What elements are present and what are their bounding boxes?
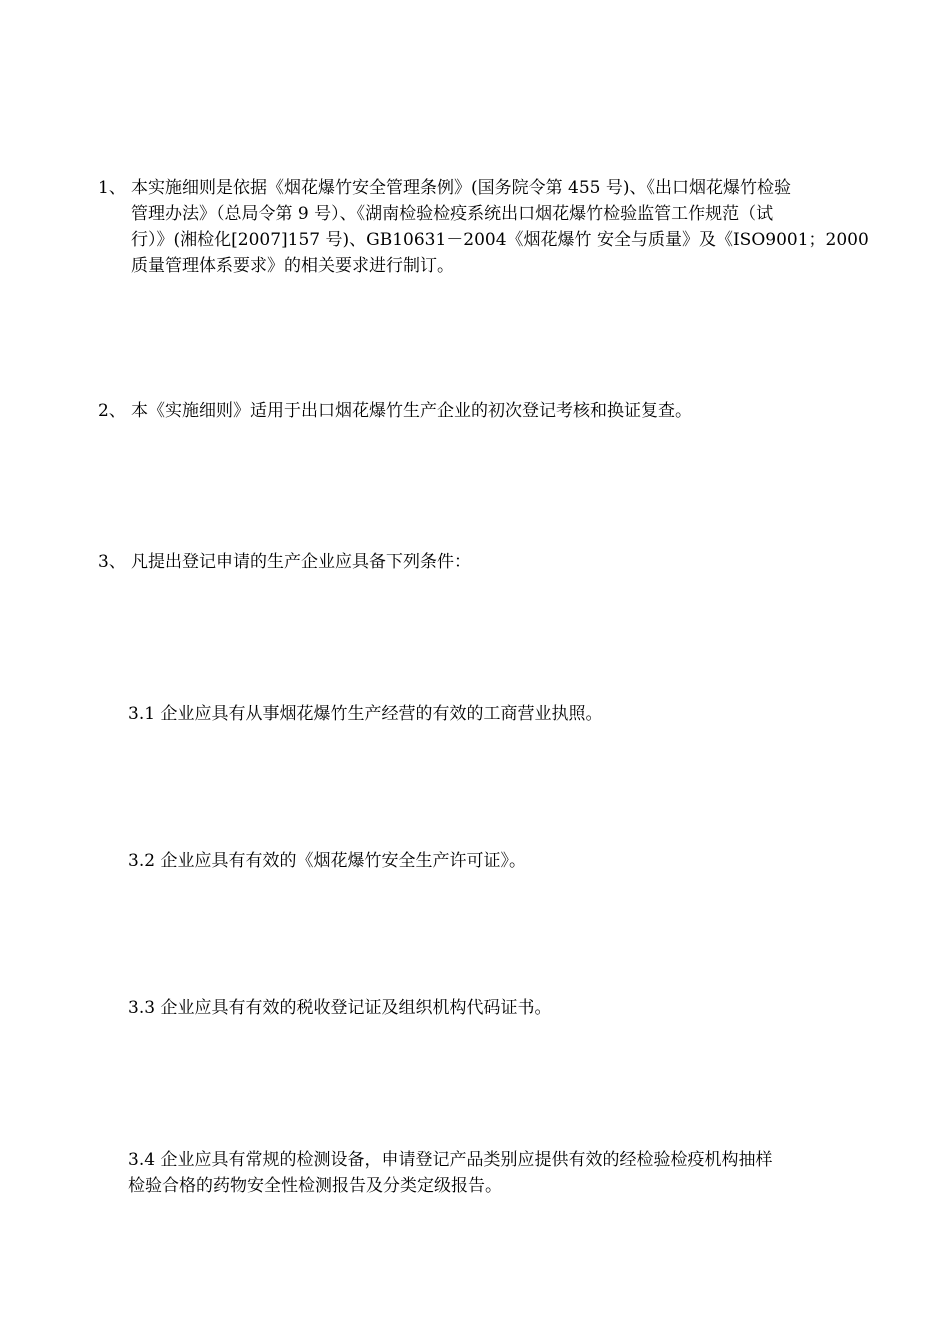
subclause-line: 3.3 企业应具有有效的税收登记证及组织机构代码证书。 <box>128 998 552 1018</box>
subclause-3-2 <box>128 848 856 874</box>
clause-line: 本实施细则是依据《烟花爆竹安全管理条例》(国务院令第 455 号)、《出口烟花爆竹检验 <box>131 178 792 198</box>
clause-text <box>131 175 869 279</box>
clause-line: 凡提出登记申请的生产企业应具备下列条件： <box>131 552 471 572</box>
subclause-line: 检验合格的药物安全性检测报告及分类定级报告。 <box>128 1176 502 1196</box>
subclause-3-1 <box>128 701 856 727</box>
subclause-3-4 <box>128 1147 856 1199</box>
clause-line: 质量管理体系要求》的相关要求进行制订。 <box>131 256 454 276</box>
clause-number: 2、 <box>98 401 126 421</box>
subclause-line: 3.4 企业应具有常规的检测设备，申请登记产品类别应提供有效的经检验检疫机构抽样 <box>128 1150 773 1170</box>
clause-line: 管理办法》（总局令第 9 号）、《湖南检验检疫系统出口烟花爆竹检验监管工作规范（试 <box>131 204 774 224</box>
clause-text <box>131 549 856 575</box>
subclause-line: 3.1 企业应具有从事烟花爆竹生产经营的有效的工商营业执照。 <box>128 704 603 724</box>
clause-line: 行）》(湘检化[2007]157 号)、GB10631－2004《烟花爆竹 安全与质量》及《ISO9001；2000 <box>131 230 869 250</box>
clause-number: 1、 <box>98 178 126 198</box>
subclause-line: 3.2 企业应具有有效的《烟花爆竹安全生产许可证》。 <box>128 851 526 871</box>
clause-text <box>131 398 856 424</box>
subclause-3-3 <box>128 995 856 1021</box>
clause-number: 3、 <box>98 552 126 572</box>
clause-line: 本《实施细则》适用于出口烟花爆竹生产企业的初次登记考核和换证复查。 <box>131 401 692 421</box>
